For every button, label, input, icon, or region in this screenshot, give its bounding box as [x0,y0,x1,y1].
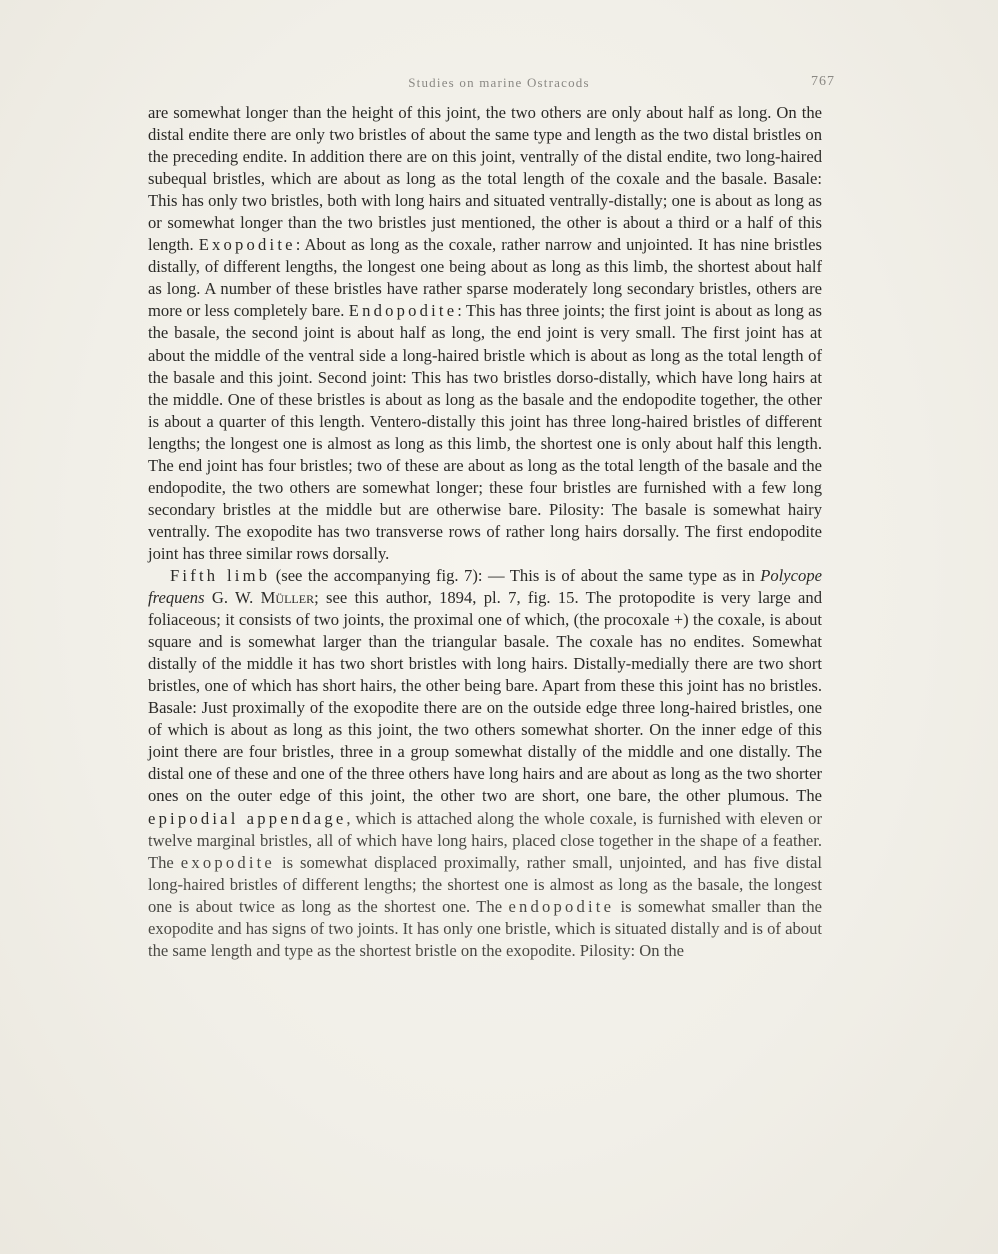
body-text [148,102,822,962]
paragraph-fifth-limb [148,565,822,962]
paragraph-limb-description [148,102,822,565]
exopodite-subheading: exopodite [180,852,276,872]
text-segment: are somewhat longer than the height of this joint, the two others are only about half as long. On the distal endite there are only two bristles of about the same type and length as the two distal bristles on the preceding endite. In addition there are on this joint, ventrally of the distal endite, two long-haired subequal bristles, which are about as long as the total length of the coxale and the basale. Basale: This has only two bristles, both with long hairs and situated ventrally-distally; one is about as long as or somewhat longer than the two bristles just mentioned, the other is about a third or a half of this length. [148,103,822,255]
author-name: G. W. Müller [211,588,315,608]
fifth-limb-heading: Fifth limb [170,565,271,585]
page-number: 767 [811,74,835,89]
text-segment: : This has three joints; the first joint is about as long as the basale, the second joint is about half as long, the end joint is very small. The first joint has at about the middle of the ventral side a long-haired bristle which is about as long as the total length of the basale and this joint. Second joint: This has two bristles dorso-distally, which have long hairs at the middle. One of these bristles is about as long as the basale and the endopodite together, the other is about a quarter of this length. Ventero-distally this joint has three long-haired bristles of different lengths; the longest one is almost as long as this limb, the shortest one is only about half this length. The end joint has four bristles; two of these are about as long as the total length of the basale and the endopodite, the two others are somewhat longer; these four bristles are furnished with a few long secondary bristles at the middle but are otherwise bare. Pilosity: The basale is somewhat hairy ventrally. The exopodite has two transverse rows of rather long hairs dorsally. The first endopodite joint has three similar rows dorsally. [148,301,822,563]
endopodite-subheading: endopodite [508,896,615,916]
text-segment: (see the accompanying fig. 7): — This is of about the same type as in [270,565,761,585]
endopodite-heading: Endopodite [348,301,458,321]
running-title: Studies on marine Ostracods [408,75,590,90]
text-segment: : About as long as the coxale, rather narrow and unjointed. It has nine bristles distally, of different lengths, the longest one being about as long as this limb, the shortest about half as long. A number of these bristles have rather sparse moderately long secondary bristles, others are more or less completely bare. [148,235,822,321]
epipodial-appendage-heading: epipodial appendage [148,808,347,828]
text-segment: is somewhat displaced proximally, rather small, unjointed, and has five distal long-haired bristles of different lengths; the shortest one is almost as long as the basale, the longest one is about twice as long as the shortest one. The [148,852,822,916]
running-header [0,75,998,95]
text-segment: ; see this author, 1894, pl. 7, fig. 15. The protopodite is very large and foliaceous; it consists of two joints, the proximal one of which, (the procoxale +) the coxale, is about square and is somewhat larger than the triangular basale. The coxale has no endites. Somewhat distally of the middle it has two short bristles with long hairs. Distally-medially there are two short bristles, one of which has short hairs, the other being bare. Apart from these this joint has no bristles. Basale: Just proximally of the exopodite there are on the outside edge three long-haired bristles, one of which is about as long as this joint, the two others somewhat shorter. On the inner edge of this joint there are four bristles, three in a group somewhat distally of the middle and one distally. The distal one of these and one of the three others have long hairs and are about as long as the two shorter ones on the outer edge of this joint, the other two are short, one bare, the other plumous. The [148,588,822,806]
species-name: Polycope frequens [148,565,822,608]
text-segment: is somewhat smaller than the exopodite and has signs of two joints. It has only one bristle, which is situated distally and is of about the same length and type as the shortest bristle on the exopodite. Pilosity: On the [148,896,823,960]
exopodite-heading: Exopodite [198,235,296,255]
text-segment: , which is attached along the whole coxale, is furnished with eleven or twelve marginal bristles, all of which have long hairs, placed close together in the shape of a feather. The [148,808,822,872]
